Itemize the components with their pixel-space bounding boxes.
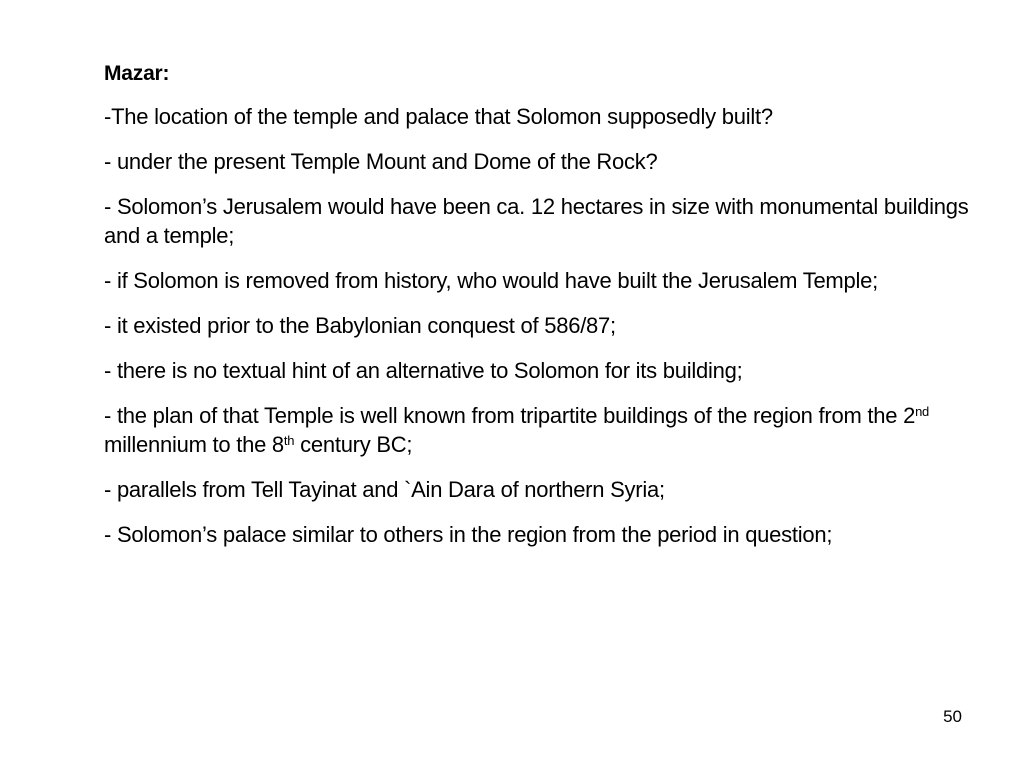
bullet-text-part: millennium to the 8 bbox=[104, 432, 284, 457]
ordinal-suffix: nd bbox=[915, 404, 930, 419]
bullet-item-location: -The location of the temple and palace that Solomon supposedly built? bbox=[104, 104, 773, 129]
bullet-text-part: century BC; bbox=[294, 432, 413, 457]
bullet-item-temple-mount: - under the present Temple Mount and Dome of the Rock? bbox=[104, 149, 658, 174]
ordinal-suffix: th bbox=[283, 433, 295, 448]
bullet-item-jerusalem-size: - Solomon’s Jerusalem would have been ca. 12 hectares in size with monumental buildings and a temple; bbox=[104, 194, 969, 248]
bullet-item-textual-hint: - there is no textual hint of an alternative to Solomon for its building; bbox=[104, 358, 743, 383]
bullet-item-temple-plan bbox=[104, 401, 994, 459]
bullet-item-palace: - Solomon’s palace similar to others in the region from the period in question; bbox=[104, 522, 833, 547]
page-number: 50 bbox=[943, 707, 962, 726]
slide-heading: Mazar: bbox=[104, 62, 170, 85]
bullet-text-part: - the plan of that Temple is well known from tripartite buildings of the region from the 2 bbox=[104, 403, 916, 428]
bullet-item-builder-question: - if Solomon is removed from history, who would have built the Jerusalem Temple; bbox=[104, 268, 878, 293]
bullet-item-parallels: - parallels from Tell Tayinat and `Ain Dara of northern Syria; bbox=[104, 477, 665, 502]
slide-content bbox=[104, 59, 994, 565]
bullet-item-babylonian-conquest: - it existed prior to the Babylonian conquest of 586/87; bbox=[104, 313, 616, 338]
